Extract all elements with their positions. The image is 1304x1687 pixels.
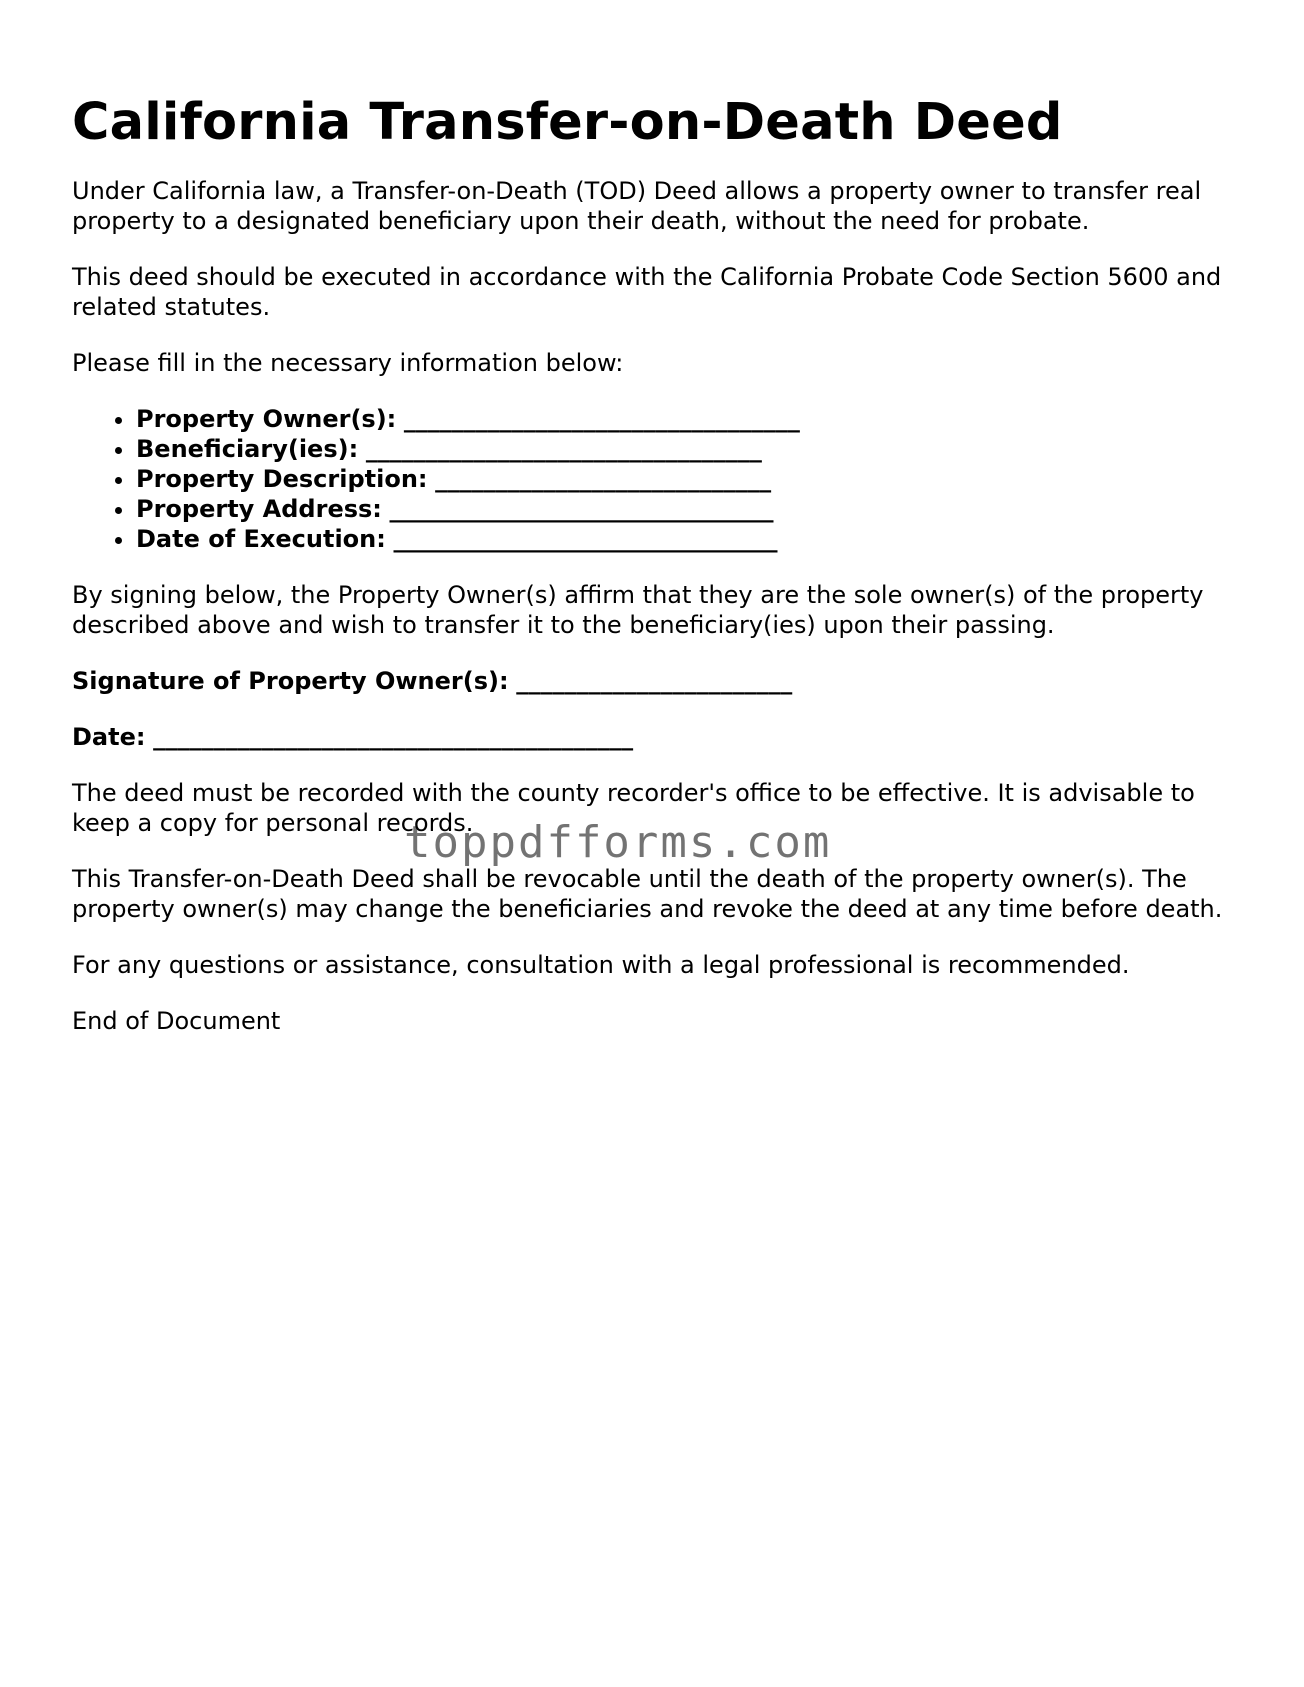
field-property-description (136, 464, 1242, 494)
document-page (72, 88, 1242, 1036)
field-property-address (136, 494, 1242, 524)
watermark: toppdfforms.com (404, 817, 832, 868)
date-label: Date: (72, 723, 146, 751)
field-blank: ____________________________ (435, 465, 772, 493)
signature-blank: _______________________ (516, 667, 793, 695)
field-date-of-execution (136, 524, 1242, 554)
field-label: Date of Execution: (136, 525, 386, 553)
end-of-document: End of Document (72, 1007, 281, 1035)
field-label: Property Address: (136, 495, 382, 523)
page-title: California Transfer-on-Death Deed (72, 93, 1063, 152)
date-blank: ________________________________________ (153, 723, 634, 751)
field-property-owners (136, 404, 1242, 434)
revocable-paragraph: This Transfer-on-Death Deed shall be revocable until the death of the property owner(s). The property owner(s) may change the beneficiaries and revoke the deed at any time before death. (72, 865, 1223, 923)
instruction-paragraph: Please fill in the necessary information below: (72, 349, 624, 377)
field-blank: ________________________________ (393, 525, 778, 553)
affirmation-paragraph: By signing below, the Property Owner(s) affirm that they are the sole owner(s) of the property described above and wish to transfer it to the beneficiary(ies) upon their passing. (72, 581, 1204, 639)
date-line (72, 722, 1242, 752)
field-blank: ________________________________ (389, 495, 774, 523)
field-label: Property Description: (136, 465, 428, 493)
signature-line (72, 666, 1242, 696)
field-blank: _________________________________ (365, 435, 762, 463)
field-label: Beneficiary(ies): (136, 435, 359, 463)
field-beneficiaries (136, 434, 1242, 464)
intro-paragraph: Under California law, a Transfer-on-Death (TOD) Deed allows a property owner to transfer real property to a designated beneficiary upon their death, without the need for probate. (72, 177, 1202, 235)
recording-paragraph: The deed must be recorded with the county recorder's office to be effective. It is advisable to keep a copy for personal records. (72, 779, 1195, 837)
statute-paragraph: This deed should be executed in accordance with the California Probate Code Section 5600 and related statutes. (72, 263, 1222, 321)
field-blank: _________________________________ (403, 405, 800, 433)
signature-label: Signature of Property Owner(s): (72, 667, 509, 695)
field-label: Property Owner(s): (136, 405, 397, 433)
field-list (72, 404, 1242, 554)
assistance-paragraph: For any questions or assistance, consultation with a legal professional is recommended. (72, 951, 1130, 979)
